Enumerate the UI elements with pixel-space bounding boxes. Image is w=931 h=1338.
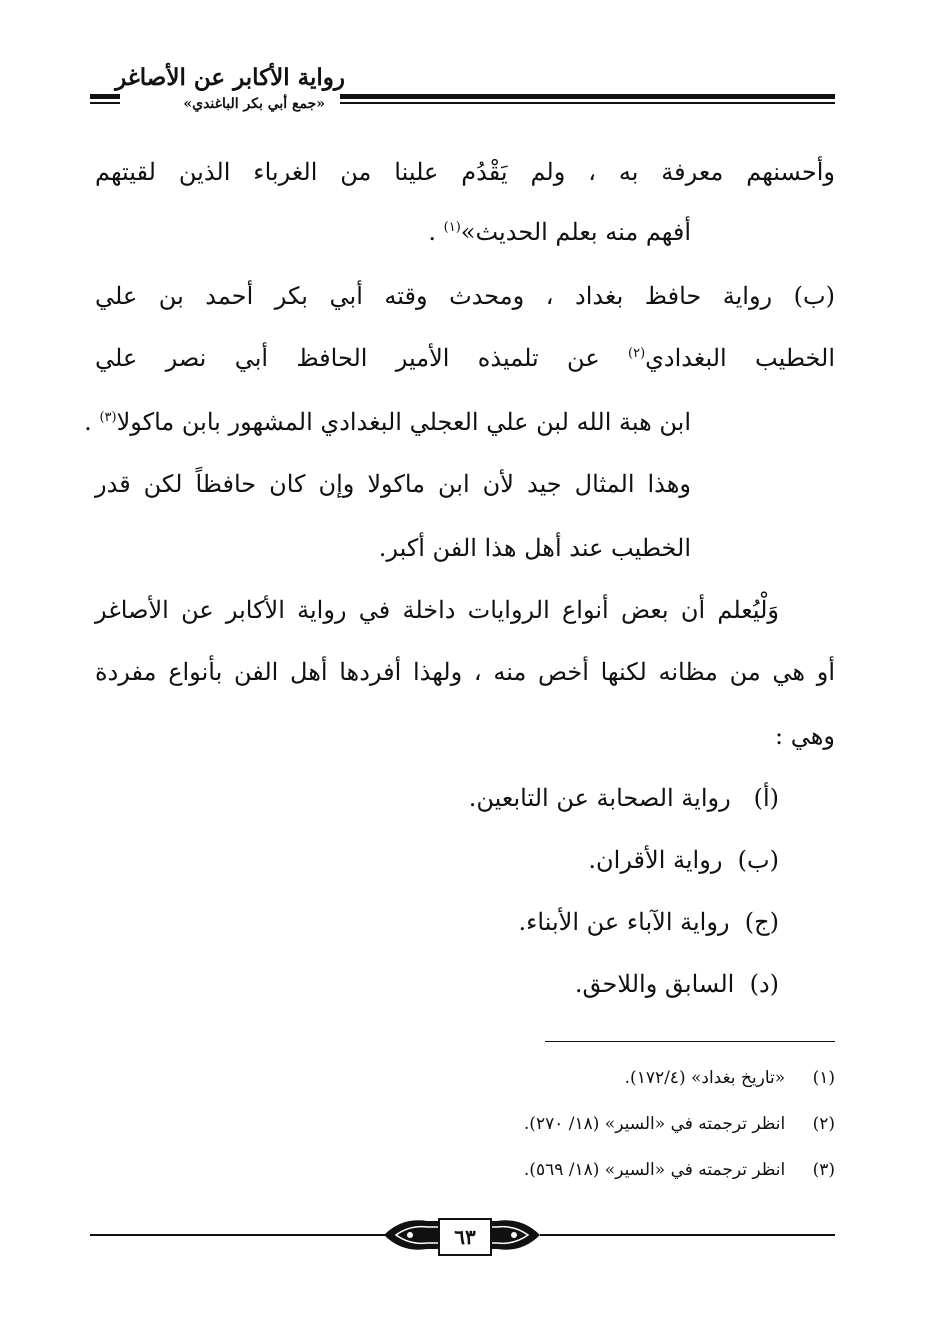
- book-subtitle: «جمع أبي بكر الباغندي»: [183, 96, 325, 112]
- body-line: وهي :: [775, 722, 835, 750]
- header-rule-right: [340, 94, 835, 99]
- running-header: [90, 62, 835, 122]
- body-text: الخطيب البغدادي: [645, 344, 835, 372]
- list-marker: (أ): [753, 784, 779, 812]
- body-line: أو هي من مظانه لكنها أخص منه ، ولهذا أفردها أهل الفن بأنواع مفردة: [95, 658, 835, 686]
- body-text: عن تلميذه الأمير الحافظ أبي نصر علي: [95, 344, 600, 372]
- list-item: [588, 846, 779, 874]
- footnote-ref: (٣): [99, 410, 117, 425]
- footnote-number: (٢): [812, 1114, 835, 1134]
- footnote-separator: [545, 1041, 835, 1042]
- list-text: رواية الصحابة عن التابعين.: [468, 784, 731, 812]
- footer-rule-right: [540, 1234, 835, 1236]
- list-marker: (ب): [737, 846, 779, 874]
- footnote: [524, 1114, 835, 1134]
- list-marker: (د): [749, 970, 779, 998]
- footnote: [625, 1068, 835, 1088]
- period: .: [84, 408, 92, 436]
- list-item: [519, 908, 780, 936]
- footnote-text: «تاريخ بغداد» (١٧٢/٤).: [624, 1068, 786, 1088]
- list-text: السابق واللاحق.: [574, 970, 735, 998]
- header-rule-left-thin: [90, 102, 120, 104]
- list-marker: (ج): [744, 908, 779, 936]
- header-rule-right-thin: [340, 102, 835, 104]
- list-text: رواية الأقران.: [588, 846, 723, 874]
- list-item: [575, 970, 779, 998]
- period: .: [428, 218, 437, 246]
- body-line: وهذا المثال جيد لأن ابن ماكولا وإن كان حافظاً لكن قدر: [95, 470, 691, 498]
- body-line: [84, 408, 691, 436]
- list-text: رواية الآباء عن الأبناء.: [518, 908, 730, 936]
- footnote-text: انظر ترجمته في «السير» (١٨/ ٥٦٩).: [523, 1160, 786, 1180]
- body-line: [428, 218, 691, 246]
- footnote-number: (١): [812, 1068, 835, 1088]
- body-line: وأحسنهم معرفة به ، ولم يَقْدُم علينا من الغرباء الذين لقيتهم: [95, 158, 836, 186]
- body-line: الخطيب عند أهل هذا الفن أكبر.: [378, 534, 691, 562]
- footnote-number: (٣): [812, 1160, 835, 1180]
- book-title: رواية الأكابر عن الأصاغر: [115, 64, 345, 91]
- body-line: [95, 344, 835, 372]
- header-rule-left: [90, 94, 120, 99]
- body-line: (ب) رواية حافظ بغداد ، ومحدث وقته أبي بكر أحمد بن علي: [95, 282, 835, 310]
- body-line: وَلْيُعلم أن بعض أنواع الروايات داخلة في رواية الأكابر عن الأصاغر: [95, 596, 779, 624]
- footnote-ref: (٢): [628, 346, 646, 361]
- page-number: ٦٣: [438, 1218, 492, 1256]
- footer-rule-left: [90, 1234, 385, 1236]
- body-text: ابن هبة الله لبن علي العجلي البغدادي المشهور بابن ماكولا: [116, 408, 691, 436]
- footnote-ref: (١): [443, 220, 461, 235]
- footnote-text: انظر ترجمته في «السير» (١٨/ ٢٧٠).: [523, 1114, 786, 1134]
- body-text: أفهم منه بعلم الحديث»: [460, 218, 691, 246]
- footnote: [524, 1160, 835, 1180]
- list-item: [469, 784, 779, 812]
